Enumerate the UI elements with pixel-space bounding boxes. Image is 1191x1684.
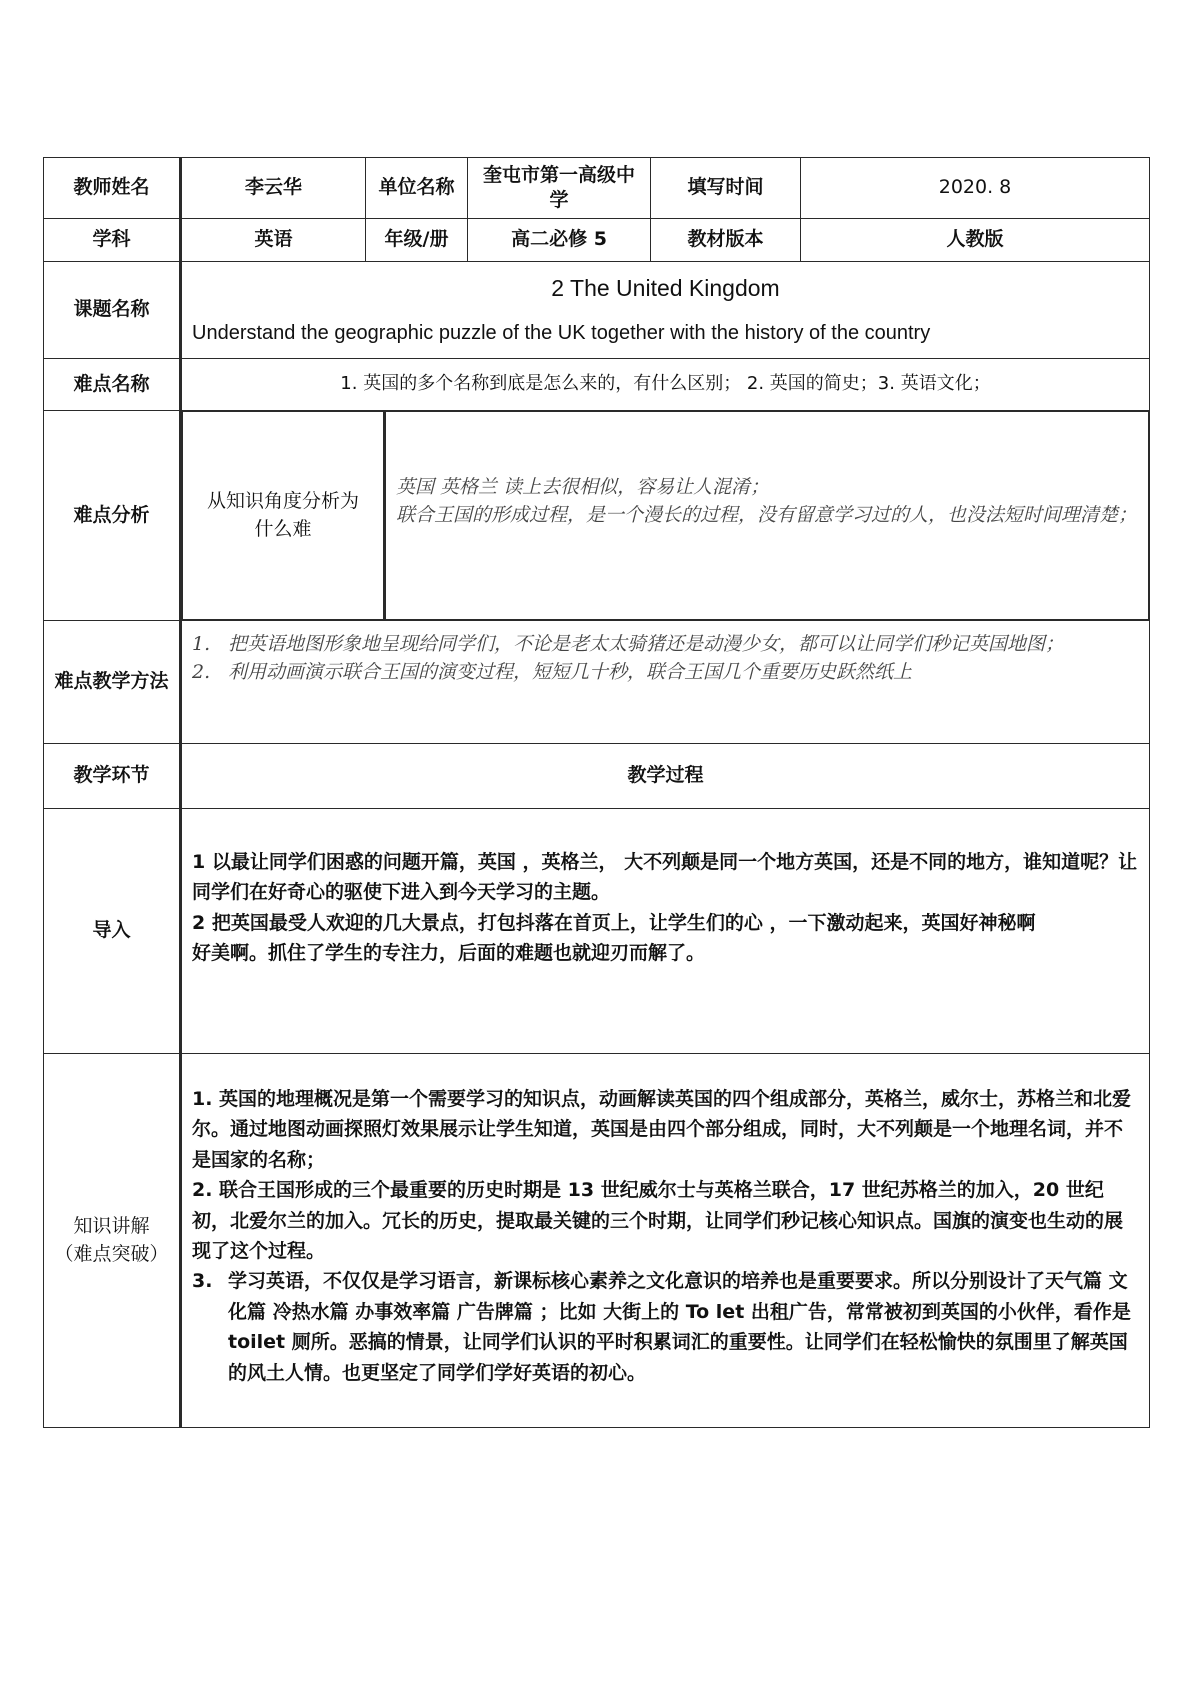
row-teacher-info bbox=[44, 158, 1150, 219]
process-value: 教学过程 bbox=[181, 744, 1150, 809]
analysis-line-1: 英国 英格兰 读上去很相似，容易让人混淆； bbox=[396, 475, 770, 498]
subject-label: 学科 bbox=[44, 219, 181, 262]
unit-label: 单位名称 bbox=[366, 158, 468, 219]
row-knowledge bbox=[44, 1054, 1150, 1428]
process-label: 教学环节 bbox=[44, 744, 181, 809]
date-value: 2020. 8 bbox=[801, 158, 1150, 219]
unit-value: 奎屯市第一高级中学 bbox=[468, 158, 651, 219]
subject-value: 英语 bbox=[181, 219, 366, 262]
grade-value: 高二必修 5 bbox=[468, 219, 651, 262]
intro-para-3: 好美啊。抓住了学生的专注力，后面的难题也就迎刃而解了。 bbox=[192, 942, 706, 965]
difficulty-text: 1. 英国的多个名称到底是怎么来的，有什么区别； 2. 英国的简史；3. 英语文化； bbox=[181, 359, 1150, 411]
row-process-header bbox=[44, 744, 1150, 809]
analysis-line-2: 联合王国的形成过程，是一个漫长的过程，没有留意学习过的人，也没法短时间理清楚； bbox=[396, 503, 1138, 526]
analysis-cell bbox=[181, 411, 1150, 621]
teacher-label: 教师姓名 bbox=[44, 158, 181, 219]
row-methods bbox=[44, 621, 1150, 744]
row-analysis bbox=[44, 411, 1150, 621]
analysis-angle: 从知识角度分析为什么难 bbox=[183, 412, 385, 620]
intro-para-2: 2 把英国最受人欢迎的几大景点，打包抖落在首页上，让学生们的心 ，一下激动起来，英国好神秘啊 bbox=[192, 911, 1036, 934]
knowledge-cell bbox=[181, 1054, 1150, 1428]
topic-cell bbox=[181, 262, 1150, 359]
edition-label: 教材版本 bbox=[651, 219, 801, 262]
edition-value: 人教版 bbox=[801, 219, 1150, 262]
method-item: 1. 把英语地图形象地呈现给同学们，不论是老太太骑猪还是动漫少女，都可以让同学们秒记英国地图； bbox=[192, 633, 1065, 655]
methods-label: 难点教学方法 bbox=[44, 621, 181, 744]
row-difficulty bbox=[44, 359, 1150, 411]
knowledge-para-3: 3. 学习英语，不仅仅是学习语言，新课标核心素养之文化意识的培养也是重要要求。所以分别设计了天气篇 文化篇 冷热水篇 办事效率篇 广告牌篇 ；比如 大街上的 To let 出租广告，常常被初到英国的小伙伴，看作是 toilet 厕所。恶搞的情景，让同学们认识的平时积累词汇的重要性。让同学们在轻松愉快的氛围里了解英国的风土人情。也更坚定了同学们学好英语的初心。 bbox=[192, 1270, 1131, 1384]
methods-cell bbox=[181, 621, 1150, 744]
intro-cell bbox=[181, 809, 1150, 1054]
date-label: 填写时间 bbox=[651, 158, 801, 219]
analysis-label: 难点分析 bbox=[44, 411, 181, 621]
topic-label: 课题名称 bbox=[44, 262, 181, 359]
method-item: 2. 利用动画演示联合王国的演变过程，短短几十秒，联合王国几个重要历史跃然纸上 bbox=[192, 660, 913, 683]
lesson-plan-table bbox=[43, 157, 1150, 1428]
knowledge-para-2: 2. 联合王国形成的三个最重要的历史时期是 13 世纪威尔士与英格兰联合，17 世纪苏格兰的加入，20 世纪初，北爱尔兰的加入。冗长的历史，提取最关键的三个时期，让同学们秒记核心知识点。国旗的演变也生动的展现了这个过程。 bbox=[192, 1179, 1124, 1262]
analysis-inner bbox=[182, 411, 1149, 620]
grade-label: 年级/册 bbox=[366, 219, 468, 262]
knowledge-label: 知识讲解 （难点突破） bbox=[44, 1054, 181, 1428]
knowledge-para-1: 1. 英国的地理概况是第一个需要学习的知识点，动画解读英国的四个组成部分，英格兰，威尔士，苏格兰和北爱尔。通过地图动画探照灯效果展示让学生知道，英国是由四个部分组成，同时，大不列颠是一个地理名词，并不是国家的名称； bbox=[192, 1088, 1132, 1171]
topic-title: 2 The United Kingdom bbox=[551, 275, 780, 301]
difficulty-label: 难点名称 bbox=[44, 359, 181, 411]
methods-list bbox=[182, 631, 1149, 686]
row-subject-info bbox=[44, 219, 1150, 262]
analysis-detail bbox=[385, 412, 1149, 620]
intro-para-1: 1 以最让同学们困惑的问题开篇，英国 ，英格兰， 大不列颠是同一个地方英国，还是不同的地方，谁知道呢？让同学们在好奇心的驱使下进入到今天学习的主题。 bbox=[192, 851, 1138, 904]
topic-subtitle: Understand the geographic puzzle of the UK together with the history of the country bbox=[192, 322, 931, 345]
row-topic bbox=[44, 262, 1150, 359]
row-intro bbox=[44, 809, 1150, 1054]
teacher-value: 李云华 bbox=[181, 158, 366, 219]
intro-label: 导入 bbox=[44, 809, 181, 1054]
